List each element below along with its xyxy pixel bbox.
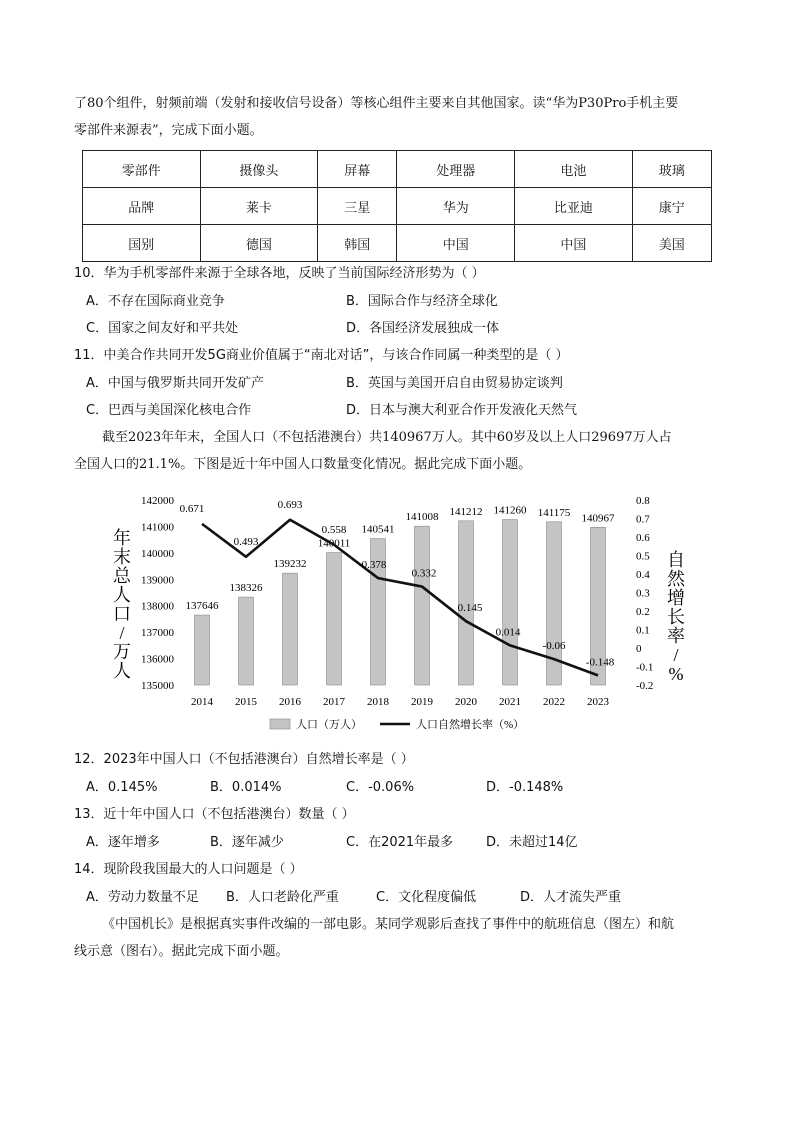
population-intro-line-2: 全国人口的21.1%。下图是近十年中国人口数量变化情况。据此完成下面小题。 bbox=[74, 457, 532, 472]
table-cell: 零部件 bbox=[83, 151, 201, 188]
q14-option-b[interactable]: B．人口老龄化严重 bbox=[226, 890, 339, 905]
table-cell: 国别 bbox=[83, 225, 201, 262]
population-bar-label: 139232 bbox=[273, 558, 307, 571]
population-bar bbox=[415, 526, 430, 685]
left-axis-tick: 137000 bbox=[141, 627, 174, 640]
population-bar bbox=[239, 597, 254, 685]
growth-rate-label: 0.671 bbox=[179, 502, 205, 515]
population-bar-label: 137646 bbox=[185, 600, 219, 613]
x-axis-tick: 2019 bbox=[411, 696, 433, 708]
table-cell: 韩国 bbox=[318, 225, 397, 262]
table-cell: 处理器 bbox=[397, 151, 515, 188]
population-bar-label: 141260 bbox=[493, 504, 527, 517]
q10-option-d[interactable]: D．各国经济发展独成一体 bbox=[346, 321, 500, 336]
left-axis-tick: 140000 bbox=[141, 547, 174, 560]
q11-stem: 11．中美合作共同开发5G商业价值属于“南北对话”，与该合作同属一种类型的是（ ） bbox=[74, 348, 569, 363]
intro-line-1: 了80个组件，射频前端（发射和接收信号设备）等核心组件主要来自其他国家。读“华为P30Pro手机主要 bbox=[74, 96, 679, 111]
x-axis-tick: 2018 bbox=[367, 696, 389, 708]
growth-rate-label: 0.145 bbox=[457, 602, 483, 615]
q13-option-a[interactable]: A．逐年增多 bbox=[86, 835, 160, 850]
growth-rate-label: 0.378 bbox=[361, 559, 387, 572]
q10-option-b[interactable]: B．国际合作与经济全球化 bbox=[346, 294, 498, 309]
table-cell: 莱卡 bbox=[200, 188, 318, 225]
population-bar-label: 140967 bbox=[581, 512, 615, 525]
population-bar-label: 141175 bbox=[537, 506, 571, 519]
population-bar-label: 140011 bbox=[317, 537, 351, 550]
population-bar-label: 141212 bbox=[449, 505, 483, 518]
x-axis-tick: 2016 bbox=[279, 696, 301, 708]
left-axis-tick: 139000 bbox=[141, 574, 174, 587]
table-row bbox=[83, 188, 712, 225]
left-axis-tick: 138000 bbox=[141, 600, 174, 613]
q11-option-b[interactable]: B．英国与美国开启自由贸易协定谈判 bbox=[346, 376, 563, 391]
growth-rate-label: 0.014 bbox=[495, 626, 521, 639]
growth-rate-label: 0.693 bbox=[277, 498, 303, 511]
q13-stem: 13．近十年中国人口（不包括港澳台）数量（ ） bbox=[74, 807, 355, 822]
q11-option-c[interactable]: C．巴西与美国深化核电合作 bbox=[86, 403, 252, 418]
q14-option-c[interactable]: C．文化程度偏低 bbox=[376, 890, 477, 905]
left-axis-title: 年末总人口/万人 bbox=[113, 528, 131, 681]
table-cell: 中国 bbox=[515, 225, 633, 262]
growth-rate-label: 0.332 bbox=[411, 567, 437, 580]
q10-option-a[interactable]: A．不存在国际商业竞争 bbox=[86, 294, 225, 309]
q10-stem: 10．华为手机零部件来源于全球各地，反映了当前国际经济形势为（ ） bbox=[74, 266, 485, 281]
growth-rate-label: -0.148 bbox=[585, 656, 615, 669]
q12-stem: 12．2023年中国人口（不包括港澳台）自然增长率是（ ） bbox=[74, 752, 414, 767]
right-axis-tick: 0.7 bbox=[636, 513, 650, 526]
table-cell: 华为 bbox=[397, 188, 515, 225]
q14-option-a[interactable]: A．劳动力数量不足 bbox=[86, 890, 199, 905]
q13-option-b[interactable]: B．逐年减少 bbox=[210, 835, 284, 850]
x-axis-tick: 2021 bbox=[499, 696, 521, 708]
legend-bar-label: 人口（万人） bbox=[296, 719, 362, 731]
right-axis-tick: -0.2 bbox=[636, 680, 654, 692]
left-axis-tick: 136000 bbox=[141, 653, 174, 666]
population-bar bbox=[327, 553, 342, 685]
q13-option-c[interactable]: C．在2021年最多 bbox=[346, 835, 454, 850]
movie-intro-line-1: 《中国机长》是根据真实事件改编的一部电影。某同学观影后查找了事件中的航班信息（图左）和航 bbox=[102, 917, 675, 932]
q12-option-b[interactable]: B．0.014% bbox=[210, 780, 282, 795]
population-bar bbox=[283, 573, 298, 685]
right-axis-tick: 0.5 bbox=[636, 550, 650, 563]
x-axis-tick: 2022 bbox=[543, 696, 565, 708]
parts-source-table bbox=[82, 150, 712, 262]
left-axis-tick: 135000 bbox=[141, 680, 174, 692]
growth-rate-label: -0.06 bbox=[542, 640, 566, 653]
right-axis-tick: 0.4 bbox=[636, 569, 650, 581]
table-cell: 玻璃 bbox=[632, 151, 711, 188]
table-cell: 康宁 bbox=[632, 188, 711, 225]
right-axis-tick: 0 bbox=[636, 643, 642, 655]
left-axis-tick: 141000 bbox=[141, 521, 174, 534]
q11-option-a[interactable]: A．中国与俄罗斯共同开发矿产 bbox=[86, 376, 264, 391]
growth-rate-label: 0.493 bbox=[233, 535, 259, 548]
intro-line-2: 零部件来源表”，完成下面小题。 bbox=[74, 123, 263, 138]
table-cell: 品牌 bbox=[83, 188, 201, 225]
table-cell: 比亚迪 bbox=[515, 188, 633, 225]
population-bar bbox=[503, 520, 518, 685]
table-cell: 美国 bbox=[632, 225, 711, 262]
table-cell: 三星 bbox=[318, 188, 397, 225]
q12-option-d[interactable]: D．-0.148% bbox=[486, 780, 564, 795]
table-cell: 德国 bbox=[200, 225, 318, 262]
x-axis-tick: 2015 bbox=[235, 696, 257, 708]
table-row bbox=[83, 225, 712, 262]
population-bar-label: 138326 bbox=[229, 582, 263, 595]
x-axis-tick: 2023 bbox=[587, 696, 609, 708]
right-axis-title: 自然增长率/ % bbox=[667, 550, 685, 684]
legend-line-label: 人口自然增长率（%） bbox=[416, 719, 525, 731]
right-axis-tick: 0.6 bbox=[636, 532, 650, 544]
table-cell: 中国 bbox=[397, 225, 515, 262]
legend-bar-swatch bbox=[270, 719, 290, 729]
x-axis-tick: 2014 bbox=[191, 696, 213, 708]
population-chart bbox=[90, 488, 690, 743]
right-axis-tick: 0.8 bbox=[636, 495, 650, 507]
q13-option-d[interactable]: D．未超过14亿 bbox=[486, 835, 578, 850]
x-axis-tick: 2017 bbox=[323, 696, 345, 708]
population-bar-label: 140541 bbox=[361, 523, 395, 536]
right-axis-tick: -0.1 bbox=[636, 661, 654, 674]
population-bar bbox=[195, 615, 210, 685]
q14-option-d[interactable]: D．人才流失严重 bbox=[520, 890, 622, 905]
growth-rate-label: 0.558 bbox=[321, 523, 347, 536]
table-cell: 摄像头 bbox=[200, 151, 318, 188]
growth-rate-line bbox=[202, 520, 598, 676]
table-row bbox=[83, 151, 712, 188]
q11-option-d[interactable]: D．日本与澳大利亚合作开发液化天然气 bbox=[346, 403, 578, 418]
q10-option-c[interactable]: C．国家之间友好和平共处 bbox=[86, 321, 239, 336]
q12-option-c[interactable]: C．-0.06% bbox=[346, 780, 415, 795]
q14-stem: 14．现阶段我国最大的人口问题是（ ） bbox=[74, 862, 303, 877]
table-cell: 屏幕 bbox=[318, 151, 397, 188]
movie-intro-line-2: 线示意（图右）。据此完成下面小题。 bbox=[74, 944, 289, 959]
q12-option-a[interactable]: A．0.145% bbox=[86, 780, 158, 795]
right-axis-tick: 0.2 bbox=[636, 606, 650, 618]
right-axis-tick: 0.3 bbox=[636, 587, 650, 600]
x-axis-tick: 2020 bbox=[455, 696, 477, 708]
population-bar-label: 141008 bbox=[405, 511, 439, 524]
left-axis-tick: 142000 bbox=[141, 495, 174, 507]
right-axis-tick: 0.1 bbox=[636, 624, 650, 637]
table-cell: 电池 bbox=[515, 151, 633, 188]
population-intro-line-1: 截至2023年年末，全国人口（不包括港澳台）共140967万人。其中60岁及以上人口29697万人占 bbox=[102, 430, 672, 445]
